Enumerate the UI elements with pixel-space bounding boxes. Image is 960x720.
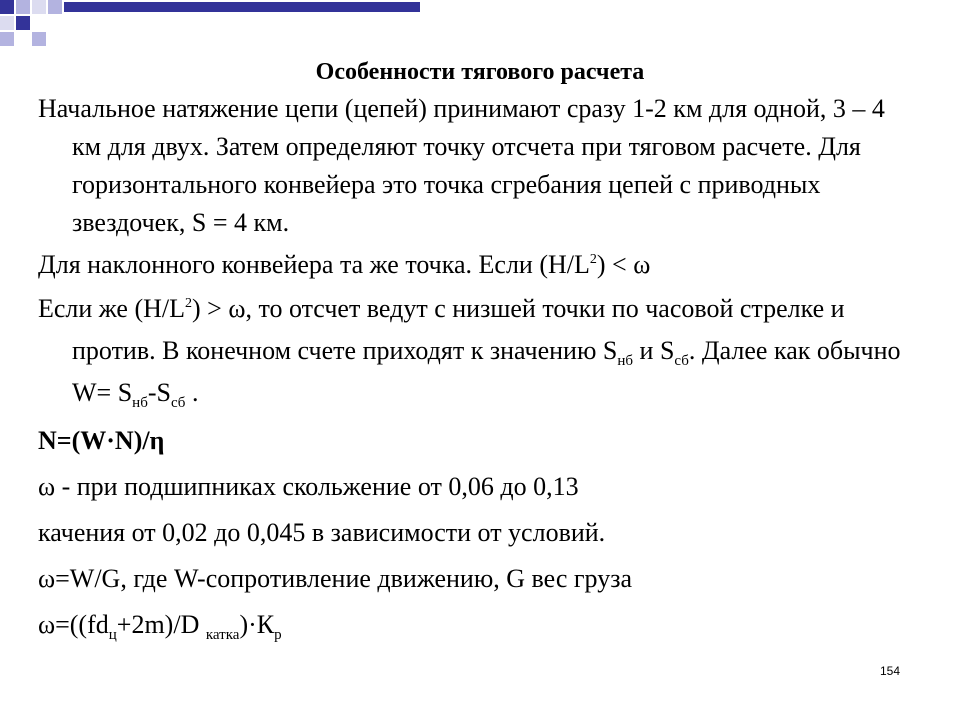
deco-square (0, 16, 14, 30)
deco-square (32, 0, 46, 14)
slide-body (38, 90, 918, 644)
deco-square (16, 0, 30, 14)
deco-square (0, 32, 14, 46)
slide-title: Особенности тягового расчета (315, 59, 645, 85)
corner-decoration (0, 0, 420, 60)
deco-square (16, 16, 30, 30)
deco-square (48, 0, 62, 14)
deco-square (32, 32, 46, 46)
paragraph-reference-point: Если же $(H/L^2) > \omega$, то отсчет ведут с низшей точки по часовой стрелке и против. В конечном счете приходят к значению $S_{нб}$ и $S_{сб}$. Далее как обычно $W= S_{нб}-S_{сб}$ . (38, 294, 901, 411)
page-number: 154 (879, 664, 900, 678)
paragraph-resistance-definition: ω=W/G, где W-сопротивление движению, G вес груза (38, 564, 633, 593)
paragraph-inclined-conveyor: Для наклонного конвейера та же точка. Если $(H/L^2) < \omega$ (38, 250, 651, 279)
formula-power: N=(W·N)/η (38, 426, 165, 455)
paragraph-rolling-bearings: качения от 0,02 до 0,045 в зависимости от условий. (38, 518, 606, 547)
deco-stripe (64, 2, 420, 12)
deco-square (0, 0, 14, 14)
paragraph-initial-tension: Начальное натяжение цепи (цепей) принимают сразу 1-2 км для одной, 3 – 4 км для двух. Затем определяют точку отсчета при тяговом расчете. Для горизонтального конвейера это точка сгребания цепей с приводных звездочек, S = 4 км. (38, 94, 885, 237)
paragraph-sliding-bearings: ω - при подшипниках скольжение от 0,06 до 0,13 (38, 472, 579, 501)
formula-resistance-coefficient: $\omega=((fd_ц+2m)/D$ $_{катка})\cdot К_р$ (38, 610, 282, 643)
